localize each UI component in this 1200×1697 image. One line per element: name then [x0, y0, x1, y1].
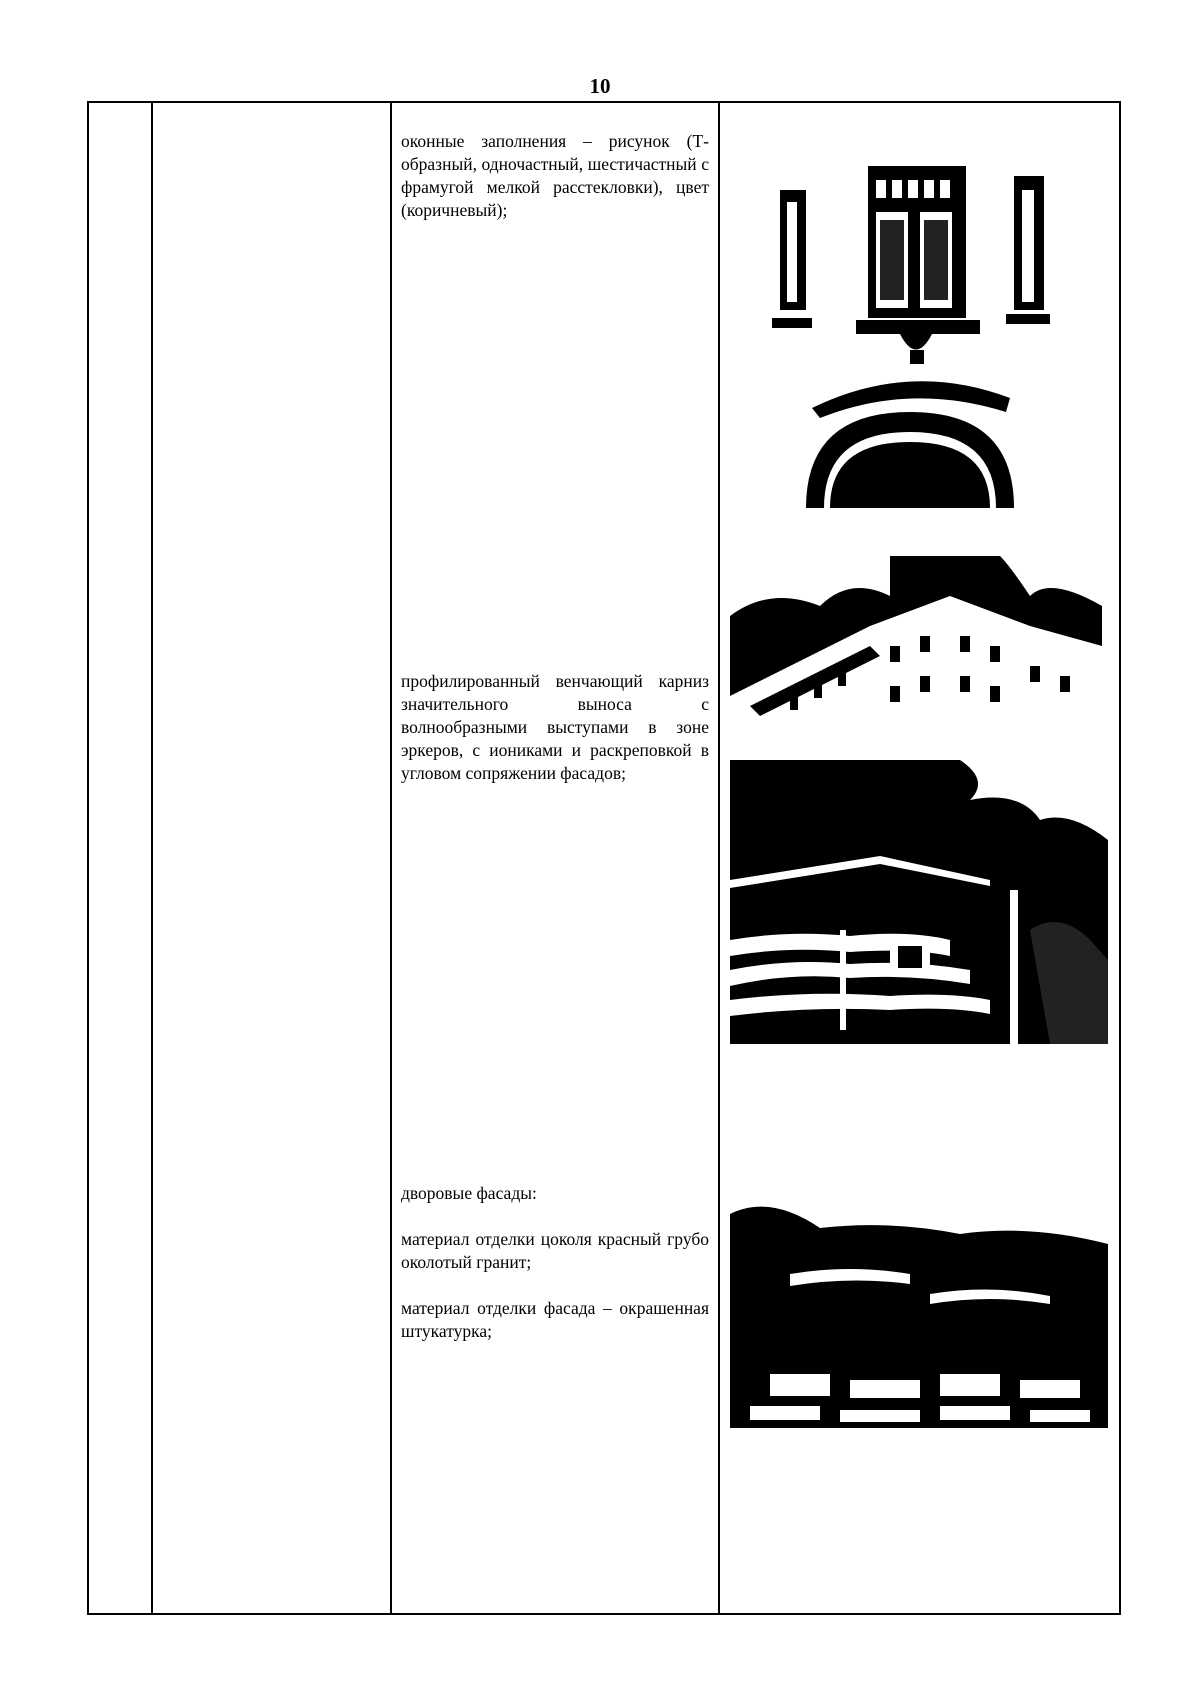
- paragraph: дворовые фасады:: [401, 1183, 537, 1203]
- paragraph: оконные заполнения – рисунок (Т-образный, одночастный, шестичастный с фрамугой мелкой расстекловки), цвет (коричневый);: [401, 131, 709, 220]
- photo-cornice-detail: [730, 760, 1108, 1044]
- paragraph: материал отделки цоколя красный грубо околотый гранит;: [401, 1229, 709, 1272]
- photo-building-corner: [730, 556, 1102, 736]
- description-window-fillings: [401, 130, 709, 245]
- photo-facade-windows: [760, 150, 1080, 508]
- paragraph: профилированный венчающий карниз значительного выноса с волнообразными выступами в зоне эркеров, с иониками и раскреповкой в угловом сопряжении фасадов;: [401, 671, 709, 783]
- column-divider-3: [718, 101, 720, 1615]
- description-cornice: [401, 670, 709, 808]
- paragraph: материал отделки фасада – окрашенная штукатурка;: [401, 1298, 709, 1341]
- column-divider-1: [151, 101, 153, 1615]
- page-number: 10: [589, 74, 611, 98]
- photo-courtyard: [730, 1144, 1108, 1428]
- column-divider-2: [390, 101, 392, 1615]
- description-courtyard: [401, 1182, 709, 1366]
